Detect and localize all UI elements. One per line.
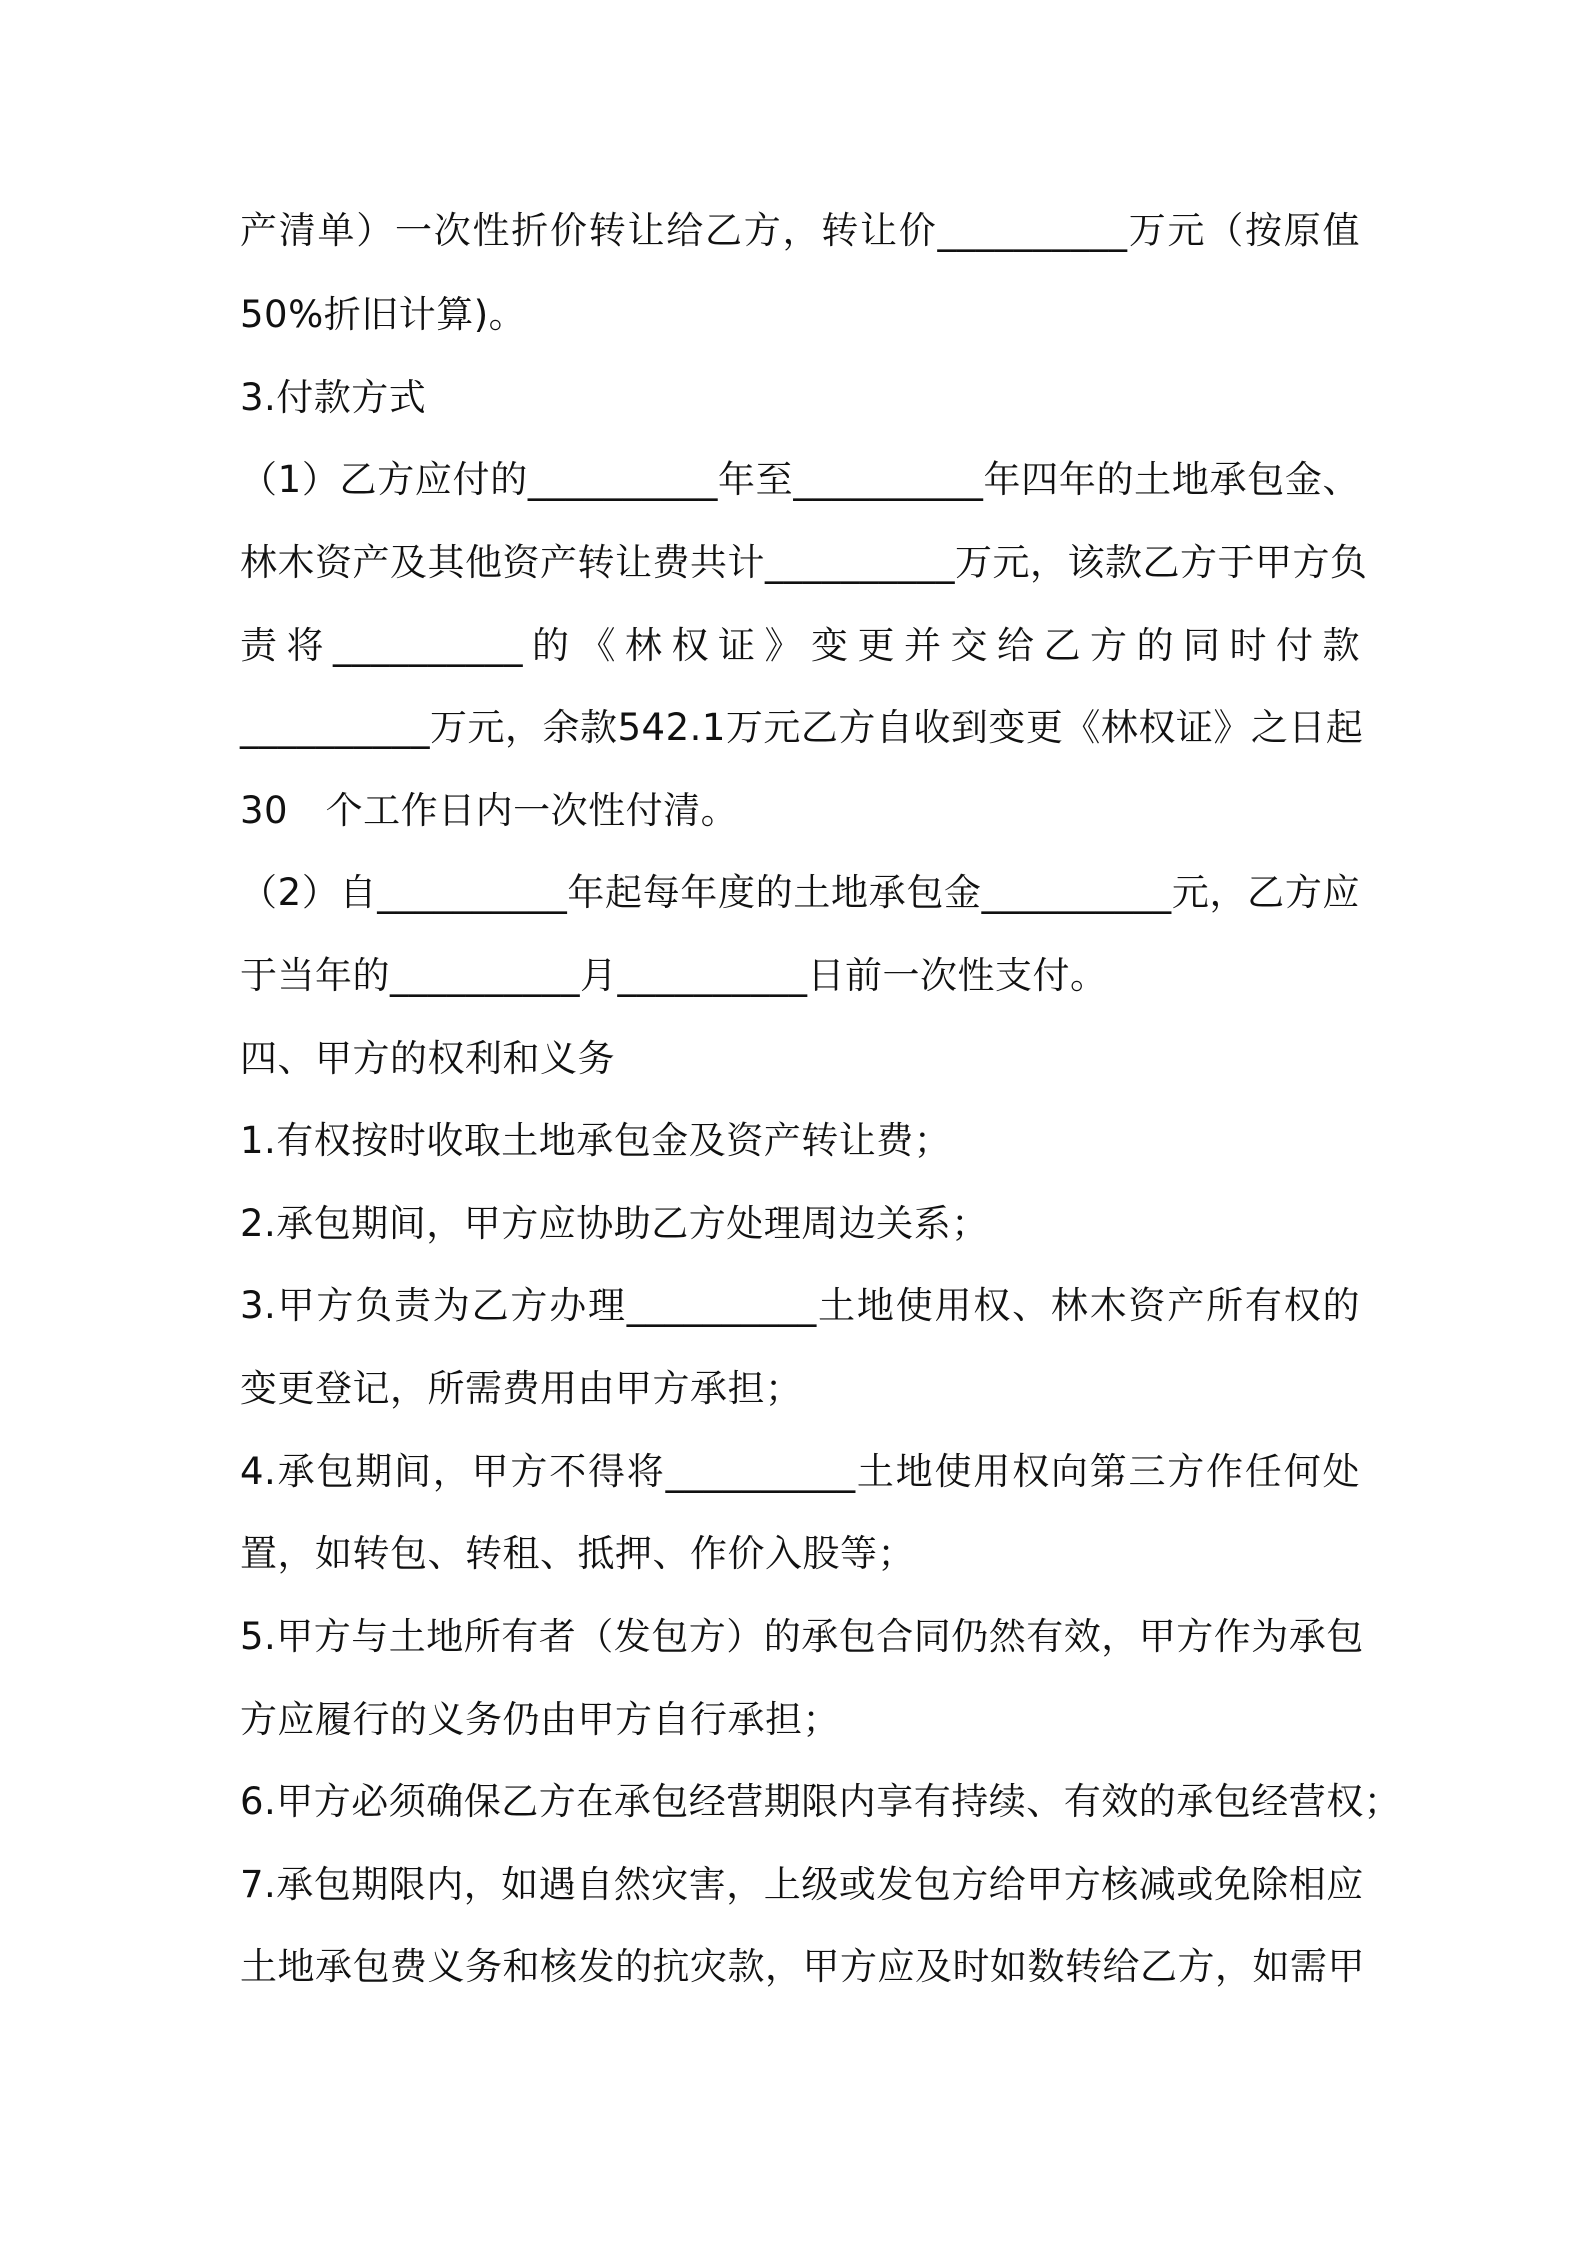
text-line: 产清单）一次性折价转让给乙方，转让价__________万元（按原值 [240,209,1360,252]
section-heading: 四、甲方的权利和义务 [240,1037,615,1080]
text-line: 5.甲方与土地所有者（发包方）的承包合同仍然有效，甲方作为承包 [240,1615,1364,1658]
text-line: 方应履行的义务仍由甲方自行承担； [240,1698,840,1741]
text-line: （1）乙方应付的__________年至__________年四年的土地承包金、 [240,458,1360,501]
text-line: 变更登记，所需费用由甲方承担； [240,1367,803,1410]
text-line: 1.有权按时收取土地承包金及资产转让费； [240,1119,952,1162]
text-line: 于当年的__________月__________日前一次性支付。 [240,954,1108,997]
text-line: __________万元，余款542.1万元乙方自收到变更《林权证》之日起 [240,706,1364,749]
text-line: 责将__________的《林权证》变更并交给乙方的同时付款 [240,624,1360,667]
text-line: 林木资产及其他资产转让费共计__________万元，该款乙方于甲方负 [240,541,1368,584]
text-line: 7.承包期限内，如遇自然灾害，上级或发包方给甲方核减或免除相应 [240,1863,1364,1906]
text-line: 4.承包期间，甲方不得将__________土地使用权向第三方作任何处 [240,1450,1360,1493]
text-line: 2.承包期间，甲方应协助乙方处理周边关系； [240,1202,989,1245]
text-line: 置，如转包、转租、抵押、作价入股等； [240,1532,915,1575]
text-line: 6.甲方必须确保乙方在承包经营期限内享有持续、有效的承包经营权； [240,1780,1402,1823]
text-line: （2）自__________年起每年度的土地承包金__________元，乙方应 [240,871,1360,914]
text-line: 土地承包费义务和核发的抗灾款，甲方应及时如数转给乙方，如需甲 [240,1945,1365,1988]
text-line: 30 个工作日内一次性付清。 [240,789,739,832]
section-heading: 3.付款方式 [240,376,427,419]
text-line: 3.甲方负责为乙方办理__________土地使用权、林木资产所有权的 [240,1284,1360,1327]
text-line: 50%折旧计算)。 [240,293,527,336]
